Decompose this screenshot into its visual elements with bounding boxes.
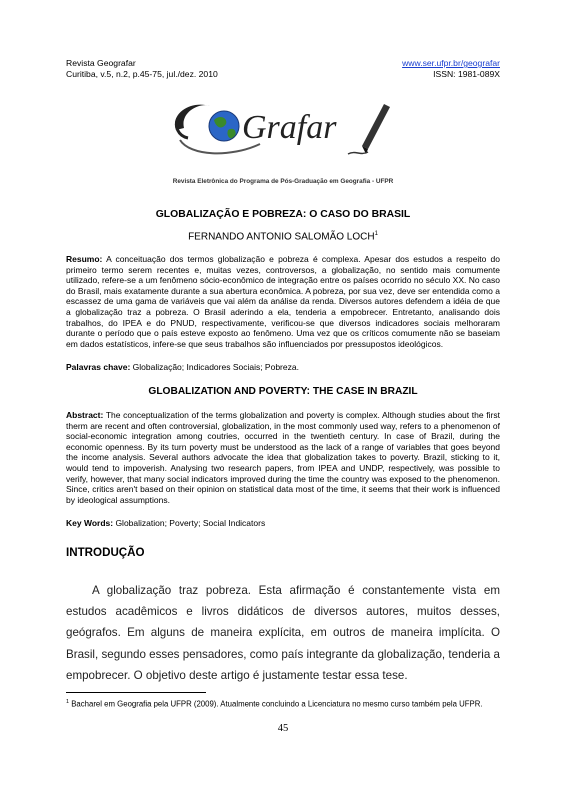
journal-name: Revista Geografar <box>66 58 136 68</box>
globe-icon <box>209 111 239 141</box>
palavras-chave <box>66 362 500 373</box>
palavras-chave-text: Globalização; Indicadores Sociais; Pobreza. <box>130 362 299 372</box>
key-words-text: Globalization; Poverty; Social Indicators <box>113 518 266 528</box>
article-title: GLOBALIZAÇÃO E POBREZA: O CASO DO BRASIL <box>155 209 411 220</box>
resumo-paragraph <box>66 254 500 349</box>
footnote-text: Bacharel em Geografia pela UFPR (2009). Atualmente concluindo a Licenciatura no mesmo curso também pela UFPR. <box>69 699 483 709</box>
logo-wordmark: Grafar <box>242 109 337 146</box>
journal-url-link[interactable]: www.ser.ufpr.br/geografar <box>402 58 500 68</box>
journal-header-right <box>402 58 500 80</box>
page-number: 45 <box>277 723 289 734</box>
introducao-heading: INTRODUÇÃO <box>66 546 145 559</box>
logo-subtitle: Revista Eletrônica do Programa de Pós-Graduação em Geografia - UFPR <box>172 178 394 185</box>
english-title: GLOBALIZATION AND POVERTY: THE CASE IN BRAZIL <box>148 386 418 397</box>
resumo-label: Resumo: <box>66 254 103 264</box>
author-name: FERNANDO ANTONIO SALOMÃO LOCH <box>188 231 375 243</box>
abstract-text: The conceptualization of the terms globalization and poverty is complex. Although studies about the first therm are recent and often controversial, globalization, in the most commonly used way, refers to a phenomenon of social-economic integration among coutries, occurred in the twentieth century. In case of Brazil, during the economic openness. By its turn poverty must be understood as the lack of a range of variables that goes beyond the income analysis. Several authors advocate the idea that globalization takes to poverty. Brazil, sticking to it, would tend to impoverish. Analysing two research papers, from IPEA and UNDP, respectively, was possible to verify, however, that many social indicators improved during the time the country was exposed to the phenomenon. Since, critics aren't based on their opinion on statistical data most of the time, it seems that their work is influenced by ideological assumptions. <box>66 410 500 505</box>
author-footnote-mark: 1 <box>374 231 378 237</box>
resumo-text: A conceituação dos termos globalização e pobreza é complexa. Apesar dos estudos a respeito do primeiro termo serem recentes e, muitas vezes, controversos, a globalização, no sentido mais comumente utilizado, refere-se a um fenômeno sócio-econômico de integração entre os países ocorrido no século XX. No caso do Brasil, mais exatamente durante a sua abertura econômica. A pobreza, por sua vez, deve ser entendida como a escassez de uma gama de variáveis que vai além da análise da renda. Diversos autores defendem a idéia de que a globalização traz a pobreza. O Brasil aderindo a ela, tenderia a empobrecer. Entretanto, analisando dois trabalhos, do IPEA e do PNUD, respectivamente, verificou-se que diversos indicadores sociais melhoraram durante o período que o país esteve exposto ao fenômeno. Uma vez que os críticos comumente não se baseiam em dados estatísticos, infere-se que seus trabalhos são influenciados por pressupostos ideológicos. <box>66 254 500 349</box>
abstract-paragraph <box>66 410 500 505</box>
geografar-logo <box>170 96 400 162</box>
footnote <box>66 697 500 710</box>
introducao-paragraph <box>66 580 500 686</box>
palavras-chave-label: Palavras chave: <box>66 362 131 372</box>
key-words <box>66 518 500 529</box>
journal-citation: Curitiba, v.5, n.2, p.45-75, jul./dez. 2010 <box>66 69 218 79</box>
key-words-label: Key Words: <box>66 518 114 528</box>
journal-issn: ISSN: 1981-089X <box>433 69 500 79</box>
abstract-label: Abstract: <box>66 410 104 420</box>
journal-header-left <box>66 58 218 80</box>
footnote-divider <box>66 692 206 693</box>
article-author <box>0 231 566 242</box>
introducao-text: A globalização traz pobreza. Esta afirmação é constantemente vista em estudos acadêmicos e livros didáticos de diversos autores, muitos desses, geógrafos. Em alguns de maneira explícita, em outros de maneira implícita. O Brasil, segundo esses pensadores, como país integrante da globalização, tenderia a empobrecer. O objetivo deste artigo é justamente testar essa tese. <box>66 584 500 682</box>
pen-icon <box>348 104 390 154</box>
footnote-mark: 1 <box>66 699 70 705</box>
